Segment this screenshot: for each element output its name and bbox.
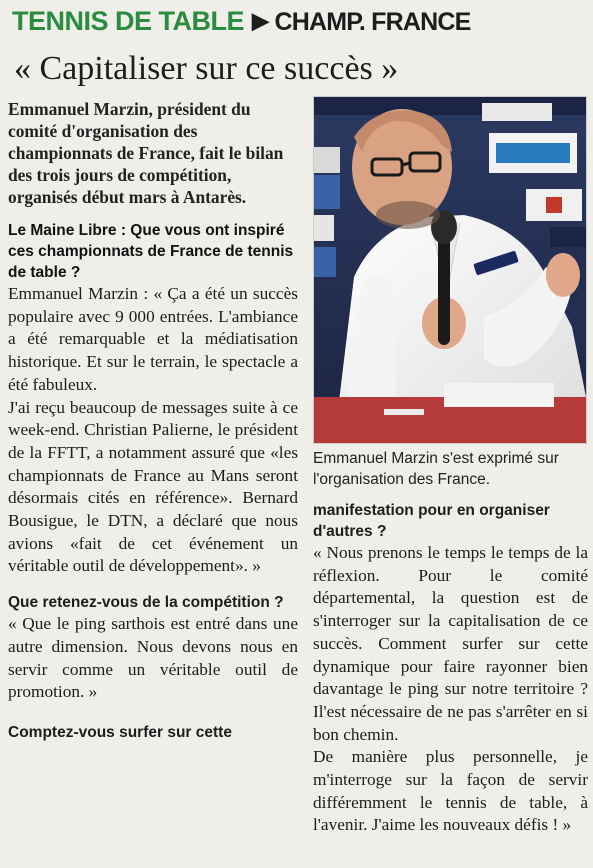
- triangle-arrow-icon: ▶: [252, 8, 269, 33]
- kicker: [12, 6, 587, 42]
- answer-3: « Nous prenons le temps le temps de la réflexion. Pour le comité départemental, la question est de s'interroger sur la capitalisation de ce succès. Comment surfer sur cette dynamique pour faire rayonner bien davantage le ping sur notre territoire ? Il'est nécessaire de ne pas s'arrêter en si bon chemin.: [313, 543, 588, 744]
- right-column: [313, 500, 588, 837]
- headline: « Capitaliser sur ce succès »: [14, 50, 399, 87]
- answer-1-speaker: Emmanuel Marzin :: [8, 284, 149, 303]
- answer-1-continued: J'ai reçu beaucoup de messages suite à ce week-end. Christian Palierne, le président de la FFTT, a notamment assuré que «les championnats de France au Mans seront désormais cités en référence». Bernard Bousigue, le DTN, a déclaré que nous avions «fait de cet événement un véritable outil de développement». »: [8, 397, 298, 576]
- question-3-end: manifestation pour en organiser d'autres ?: [313, 502, 550, 540]
- photo-illustration: [314, 97, 586, 443]
- section-rubric: TENNIS DE TABLE: [12, 6, 245, 36]
- answer-1: [8, 283, 298, 397]
- section-label: CHAMP. FRANCE: [274, 8, 471, 36]
- chapo: Emmanuel Marzin, président du comité d'organisation des championnats de France, fait le bilan des trois jours de compétition, organisés début mars à Antarès.: [8, 99, 284, 207]
- answer-2: « Que le ping sarthois est entré dans une autre dimension. Nous devons nous en servir comme un véritable outil de promotion. »: [8, 614, 298, 702]
- left-column: [8, 98, 298, 743]
- question-3-start: Comptez-vous surfer sur cette: [8, 723, 232, 741]
- question-2: Que retenez-vous de la compétition ?: [8, 594, 284, 612]
- photo-caption: Emmanuel Marzin s'est exprimé sur l'organisation des France.: [313, 450, 559, 488]
- photo: [313, 96, 587, 444]
- question-1: Le Maine Libre : Que vous ont inspiré ces championnats de France de tennis de table ?: [8, 222, 294, 281]
- answer-1-text: « Ça a été un succès populaire avec 9 000 entrées. L'ambiance a été remarquable et la médiatisation historique. Et sur le terrain, le spectacle a été fabuleux.: [8, 284, 298, 394]
- answer-3-continued: De manière plus personnelle, je m'interroge sur la façon de servir différemment le tennis de table, à l'avenir. J'aime les nouveaux défis ! »: [313, 747, 588, 835]
